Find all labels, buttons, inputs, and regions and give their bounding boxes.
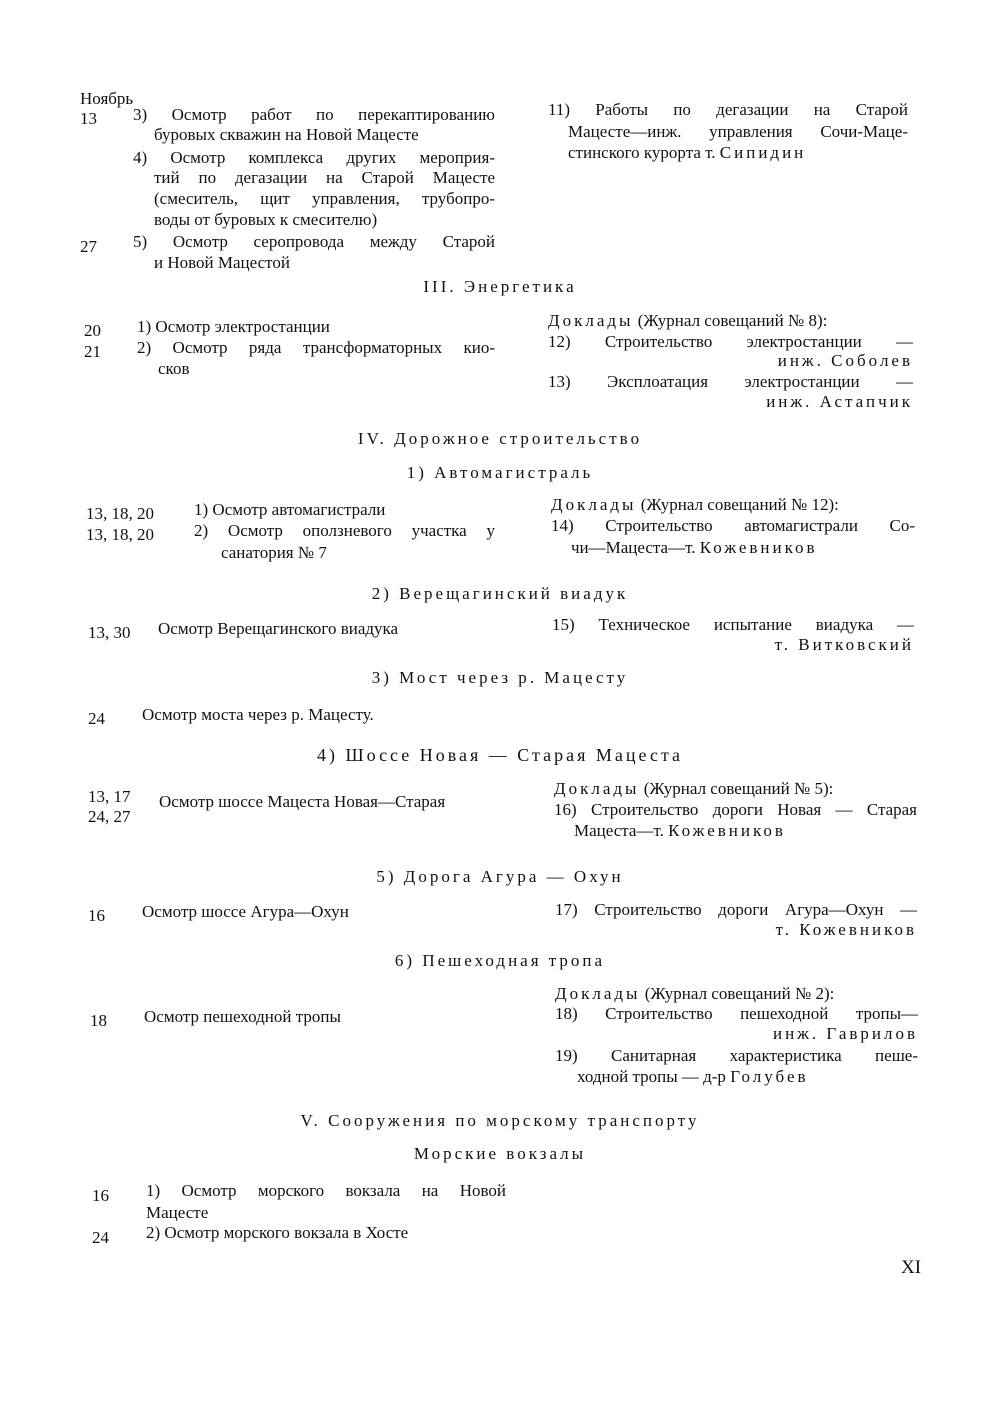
item-line: и Новой Мацестой (154, 253, 290, 272)
date: 16 (92, 1186, 109, 1205)
report-line: стинского курорта т. Сипидин (568, 143, 807, 162)
date: 27 (80, 237, 97, 256)
report-author: т. Кожевников (775, 920, 917, 939)
item-line: 1) Осмотр электростанции (137, 317, 330, 336)
report-author: т. Витковский (774, 635, 914, 654)
item-line: буровых скважин на Новой Мацесте (154, 125, 419, 144)
date: 21 (84, 342, 101, 361)
section-title: IV. Дорожное строительство (357, 429, 643, 448)
subsection-title: 4) Шоссе Новая — Старая Мацеста (316, 745, 684, 765)
item-line: Осмотр Верещагинского виадука (158, 619, 399, 638)
report-line: 15) Техническое испытание виадука — (552, 615, 914, 634)
page-number: XI (901, 1257, 922, 1278)
report-line: 16) Строительство дороги Новая — Старая (554, 800, 917, 819)
date: 24, 27 (88, 807, 131, 826)
subsection-title: 2) Верещагинский виадук (371, 584, 629, 603)
item-line: тий по дегазации на Старой Мацесте (154, 168, 495, 187)
item-line: 1) Осмотр морского вокзала на Новой (146, 1181, 506, 1200)
item-line: Осмотр шоссе Агура—Охун (142, 902, 349, 921)
reports-heading: Доклады (Журнал совещаний № 8): (548, 311, 828, 330)
date: 13, 18, 20 (86, 504, 154, 523)
report-line: чи—Мацеста—т. Кожевников (571, 538, 818, 557)
item-line: Мацесте (146, 1203, 209, 1222)
date: 16 (88, 906, 105, 925)
item-line: 2) Осмотр оползневого участка у (194, 521, 495, 540)
report-line: Мацеста—т. Кожевников (574, 821, 786, 840)
reports-heading: Доклады (Журнал совещаний № 12): (551, 495, 839, 514)
subsection-title: 5) Дорога Агура — Охун (376, 867, 624, 886)
reports-heading: Доклады (Журнал совещаний № 2): (555, 984, 835, 1003)
section-title: V. Сооружения по морскому транспорту (300, 1111, 700, 1130)
date: 18 (90, 1011, 107, 1030)
report-author: инж. Гаврилов (772, 1024, 918, 1043)
item-line: 2) Осмотр морского вокзала в Хосте (146, 1223, 409, 1242)
report-line: 14) Строительство автомагистрали Со- (551, 516, 915, 535)
report-line: ходной тропы — д-р Голубев (577, 1067, 809, 1086)
subsection-title: 1) Автомагистраль (406, 463, 594, 482)
item-line: 5) Осмотр серопровода между Старой (133, 232, 495, 251)
item-line: сков (158, 359, 190, 378)
report-line: 18) Строительство пешеходной тропы— (555, 1004, 918, 1023)
item-line: Осмотр моста через р. Мацесту. (142, 705, 374, 724)
date: 13, 30 (88, 623, 131, 642)
month-label: Ноябрь (80, 89, 134, 108)
item-line: 2) Осмотр ряда трансформаторных кио- (137, 338, 495, 357)
item-line: 4) Осмотр комплекса других мероприя- (133, 148, 495, 167)
item-line: воды от буровых к смесителю) (154, 210, 378, 229)
subsection-title: Морские вокзалы (413, 1144, 587, 1163)
item-line: (смеситель, щит управления, трубопро- (154, 189, 495, 208)
date: 13, 17 (88, 787, 131, 806)
report-line: 17) Строительство дороги Агура—Охун — (555, 900, 917, 919)
item-line: 1) Осмотр автомагистрали (194, 500, 386, 519)
item-line: Осмотр пешеходной тропы (144, 1007, 341, 1026)
item-line: 3) Осмотр работ по перекаптированию (133, 105, 495, 124)
report-author: инж. Астапчик (766, 392, 913, 411)
report-author: инж. Соболев (777, 351, 913, 370)
report-line: Мацесте—инж. управления Сочи-Маце- (568, 122, 908, 141)
date: 13 (80, 109, 97, 128)
subsection-title: 6) Пешеходная тропа (394, 951, 606, 970)
date: 24 (88, 709, 105, 728)
item-line: Осмотр шоссе Мацеста Новая—Старая (159, 792, 446, 811)
report-line: 12) Строительство электростанции — (548, 332, 913, 351)
date: 13, 18, 20 (86, 525, 154, 544)
report-line: 13) Эксплоатация электростанции — (548, 372, 913, 391)
section-title: III. Энергетика (423, 277, 577, 296)
report-line: 11) Работы по дегазации на Старой (548, 100, 908, 119)
report-line: 19) Санитарная характеристика пеше- (555, 1046, 918, 1065)
date: 24 (92, 1228, 109, 1247)
item-line: санатория № 7 (221, 543, 327, 562)
subsection-title: 3) Мост через р. Мацесту (371, 668, 629, 687)
reports-heading: Доклады (Журнал совещаний № 5): (554, 779, 834, 798)
date: 20 (84, 321, 101, 340)
